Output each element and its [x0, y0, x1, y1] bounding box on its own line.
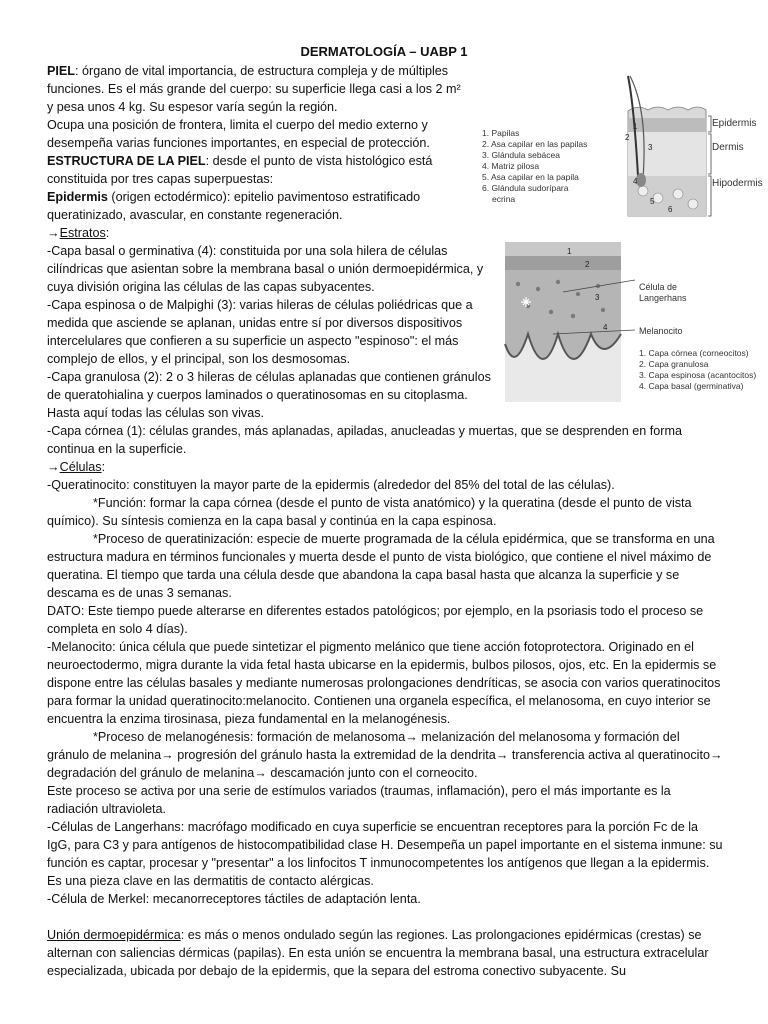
figure2-legend-item: 3. Capa espinosa (acantocitos)	[639, 370, 757, 380]
figure2-legend-item: 2. Capa granulosa	[639, 359, 709, 369]
figure1-legend-item: 5. Asa capilar en la papila	[482, 172, 579, 182]
paragraph-spacer	[47, 908, 725, 926]
paragraph-epidermis-text: (origen ectodérmico): epitelio pavimentoso estratificado queratinizado, avascular, en constante regeneración.	[47, 190, 421, 222]
arrow-icon: →	[47, 460, 60, 474]
paragraph-capa-basal: -Capa basal o germinativa (4): constituida por una sola hilera de células cilíndricas que asientan sobre la membrana basal o unión dermoepidérmica, y cuya división origina las células de las capas subyacentes.	[47, 244, 484, 294]
figure1-number: 3	[648, 143, 653, 152]
heading-estratos-colon: :	[105, 226, 110, 240]
figure1-number: 4	[633, 177, 638, 186]
paragraph-epidermis	[47, 188, 467, 224]
paragraph-estimulos: Este proceso se activa por una serie de estímulos variados (traumas, inflamación), pero el más importante es la radiación ultravioleta.	[47, 784, 671, 816]
figure1-legend-item: 6. Glándula sudorípara	[482, 183, 569, 193]
figure1-layer-epidermis: Epidermis	[712, 118, 757, 129]
heading-estratos	[47, 224, 497, 242]
figure1-legend-item: 3. Glándula sebácea	[482, 150, 560, 160]
figure1-legend-item: 1. Papilas	[482, 128, 520, 138]
document-body	[47, 62, 725, 980]
figure1-number: 5	[650, 197, 655, 206]
arrow-icon: →	[47, 226, 60, 240]
paragraph-estructura-text: : desde el punto de vista histológico está constituida por tres capas superpuestas:	[47, 154, 433, 186]
figure2-number: 4	[603, 323, 608, 332]
figure2-label-langerhans-2: Langerhans	[639, 293, 687, 303]
paragraph-queratinocito: -Queratinocito: constituyen la mayor parte de la epidermis (alrededor del 85% del total de las células).	[47, 478, 615, 492]
paragraph-melanocito: -Melanocito: única célula que puede sintetizar el pigmento melánico que tiene acción fotoprotectora. Originado en el neuroectodermo, migra durante la vida fetal hasta ubicarse en la epidermis, bulbos pilosos, ojos, etc. En la epidermis se dispone entre las células basales y mediante numerosas prolongaciones dendríticas, se asocia con varios queratinocitos para formar la unidad queratinocito:melanocito. Contienen una organela específica, el melanosoma, en cuyo interior se encuentra la enzima tirosinasa, pieza fundamental en la melanogénesis.	[47, 640, 721, 726]
paragraph-frontera: Ocupa una posición de frontera, limita el cuerpo del medio externo y desempeña varias funciones importantes, en especial de protección.	[47, 118, 430, 150]
figure1-legend-item: 2. Asa capilar en las papilas	[482, 139, 588, 149]
figure1-layer-hipodermis: Hipodermis	[712, 178, 763, 189]
paragraph-merkel: -Célula de Merkel: mecanorreceptores táctiles de adaptación lenta.	[47, 892, 421, 906]
figure1-legend-item: ecrina	[492, 194, 516, 204]
paragraph-capa-espinosa: -Capa espinosa o de Malpighi (3): varias hileras de células poliédricas que a medida que asciende se aplanan, unidas entre sí por diversos dispositivos intercelulares que confieren a su superficie un aspecto "espinoso": el más complejo de ellos, y el principal, son los desmosomas.	[47, 298, 473, 366]
paragraph-langerhans: -Células de Langerhans: macrófago modificado en cuya superficie se encuentran receptores para la porción Fc de la IgG, para C3 y para antígenos de histocompatibilidad clase H. Desempeña un papel importante en el sistema inmune: su función es captar, procesar y "presentar" a los linfocitos T inmunocompetentes los antígenos que llegan a la epidermis. Es una pieza clave en las dermatitis de contacto alérgicas.	[47, 820, 723, 888]
term-estructura: ESTRUCTURA DE LA PIEL	[47, 154, 206, 168]
figure1-number: 6	[668, 205, 673, 214]
figure2-label-melanocito: Melanocito	[639, 326, 683, 336]
paragraph-union-text: : es más o menos ondulado según las regiones. Las prolongaciones epidérmicas (crestas) se alternan con saliencias dérmicas (papilas). En esta unión se encuentra la membrana basal, una estructura extracelular especializada, ubicada por debajo de la epidermis, que la separa del estroma conectivo subyacente. Su	[47, 928, 709, 978]
paragraph-melanogenesis: *Proceso de melanogénesis: formación de melanosoma→ melanización del melanosoma y formación del gránulo de melanina→ progresión del gránulo hasta la extremidad de la dendrita→ transferencia activa al queratinocito→ degradación del gránulo de melanina→ descamación junto con el corneocito.	[47, 730, 723, 780]
figure1-layer-dermis: Dermis	[712, 142, 744, 153]
heading-celulas	[47, 458, 725, 476]
figure2-label-langerhans-1: Célula de	[639, 282, 678, 292]
paragraph-dato: DATO: Este tiempo puede alterarse en diferentes estados patológicos; por ejemplo, en la psoriasis todo el proceso se completa en solo 4 días).	[47, 604, 704, 636]
heading-celulas-label: Células	[59, 460, 102, 474]
paragraph-union-dermoepidermica	[47, 926, 725, 980]
paragraph-funcion: *Función: formar la capa córnea (desde el punto de vista anatómico) y la queratina (desde el punto de vista químico). Su síntesis comienza en la capa basal y continúa en la capa espinosa.	[47, 496, 692, 528]
document-title: DERMATOLOGÍA – UABP 1	[300, 44, 468, 59]
figure2-number: 2	[585, 260, 590, 269]
figure2-number: 3	[595, 293, 600, 302]
paragraph-estructura	[47, 152, 467, 188]
figure1-number: 1	[633, 122, 638, 131]
paragraph-capa-cornea: -Capa córnea (1): células grandes, más aplanadas, apiladas, anucleadas y muertas, que se desprenden en forma continua en la superficie.	[47, 424, 682, 456]
figure2-number: 1	[567, 247, 572, 256]
figure2-legend-item: 1. Capa córnea (corneocitos)	[639, 348, 749, 358]
heading-celulas-colon: :	[101, 460, 106, 474]
heading-estratos-label: Estratos	[59, 226, 106, 240]
paragraph-capa-granulosa: -Capa granulosa (2): 2 o 3 hileras de células aplanadas que contienen gránulos de queratohialina y cuerpos laminados o queratinosomas en su citoplasma. Hasta aquí todas las células son vivas.	[47, 370, 491, 420]
term-piel: PIEL	[47, 64, 75, 78]
figure1-number: 2	[625, 133, 630, 142]
paragraph-piel-text: : órgano de vital importancia, de estructura compleja y de múltiples funciones. Es el más grande del cuerpo: su superficie llega casi a los 2 m² y pesa unos 4 kg. Su espesor varía según la región.	[47, 64, 461, 114]
term-union-dermoepidermica: Unión dermoepidérmica	[47, 928, 181, 942]
figure2-legend-item: 4. Capa basal (germinativa)	[639, 381, 744, 391]
paragraph-piel	[47, 62, 467, 116]
term-epidermis: Epidermis	[47, 190, 108, 204]
figure1-legend-item: 4. Matriz pilosa	[482, 161, 540, 171]
paragraph-proceso-queratinizacion: *Proceso de queratinización: especie de muerte programada de la célula epidérmica, que se transforma en una estructura madura en términos funcionales y muerta desde el punto de vista biológico, que contiene el nivel máximo de queratina. El tiempo que tarda una célula desde que abandona la capa basal hasta que alcanza la superficie y se descama es de unas 3 semanas.	[47, 532, 715, 600]
